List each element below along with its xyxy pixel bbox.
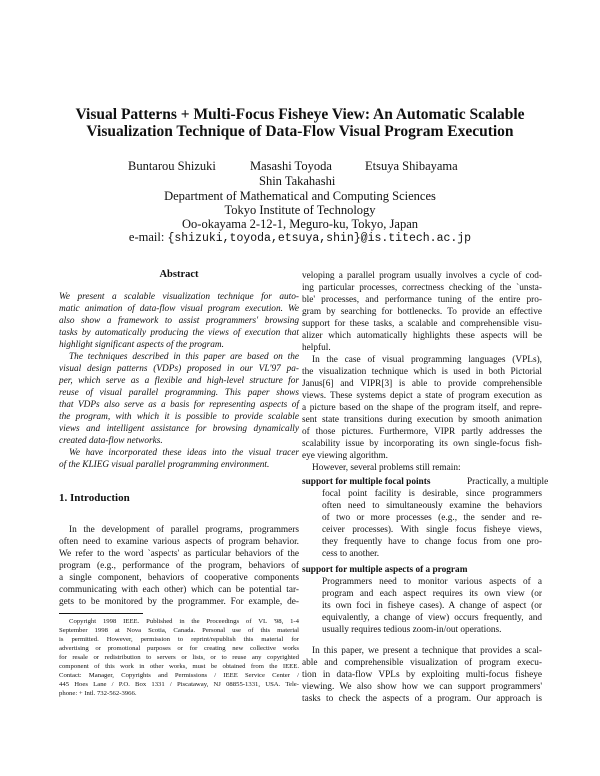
list-item-text: Practically, a multiple <box>467 477 549 487</box>
abstract-line: matic animation of data-flow visual program execution. We <box>59 304 299 314</box>
copyright-footnote-line: for resale or redistribution to servers or lists, or to reuse any copyrighted <box>59 654 299 661</box>
list-item-text: of two or more processes (e.g., the sender and re- <box>322 513 542 523</box>
paper-title-line-2: Visualization Technique of Data-Flow Visual Program Execution <box>86 123 514 140</box>
list-item-text: they frequently have to change focus from one pro- <box>322 537 542 547</box>
list-term-multiple-aspects: support for multiple aspects of a program <box>302 565 468 575</box>
affiliation-address: Oo-okayama 2-12-1, Meguro-ku, Tokyo, Japan <box>182 217 418 231</box>
list-item-text: focal point facility is desirable, since programmers <box>322 489 542 499</box>
email-address[interactable]: {shizuki,toyoda,etsuya,shin}@is.titech.ac.jp <box>167 232 472 245</box>
body-line: gram by searching for bottlenecks. To provide an effective <box>302 307 542 317</box>
body-line: ble' processes, and performance tuning of the entire pro- <box>302 295 542 305</box>
abstract-line: highlight significant aspects of the program. <box>59 340 224 350</box>
body-line: tion in data-flow VPLs by exploiting multi-focus fisheye <box>302 670 542 680</box>
abstract-line: We have incorporated these ideas into the visual tracer <box>69 448 299 458</box>
abstract-line: visual design patterns (VDPs) proposed in our VL'97 pa- <box>59 364 299 374</box>
left-column <box>59 0 299 776</box>
intro-line: gets to be monitored by the programmer. For example, de- <box>59 597 299 607</box>
intro-line: a single component, behaviors of cooperative components <box>59 573 299 583</box>
copyright-footnote-line: September 1998 at Nova Scotia, Canada. Personal use of this material <box>59 627 299 634</box>
copyright-footnote-line: Contact: Manager, Copyrights and Permissions / IEEE Service Center / <box>59 672 299 679</box>
body-line: viewing. We also show how we can support programmers' <box>302 682 542 692</box>
copyright-footnote-line: Copyright 1998 IEEE. Published in the Proceedings of VL '98, 1-4 <box>69 618 299 625</box>
body-line: veloping a parallel program usually involves a cycle of cod- <box>302 271 542 281</box>
list-item-text: equivalently, a change of view) occurs frequently, and <box>322 613 542 623</box>
list-item-text: Programmers need to monitor various aspects of a <box>322 577 542 587</box>
body-line: tasks to check the aspects of a program. Our approach is <box>302 694 542 704</box>
abstract-line: We present a scalable visualization technique for auto- <box>59 292 299 302</box>
abstract-line: reuse of visual parallel programming. This paper shows <box>59 388 299 398</box>
body-line: However, several problems still remain: <box>312 463 461 473</box>
intro-line: program (e.g., performance of the program, behaviors of <box>59 561 299 571</box>
author-4: Shin Takahashi <box>259 174 336 188</box>
list-item-text: program and each aspect requires its own view (or <box>322 589 542 599</box>
right-column <box>302 0 549 776</box>
list-item-text: its own foci in fisheye cases). A change of aspect (or <box>322 601 542 611</box>
body-line: In the case of visual programming languages (VPLs), <box>312 355 542 365</box>
copyright-footnote-line: advertising or promotional purposes or for creating new collective works <box>59 645 299 652</box>
list-item-text: often need to simultaneously examine the behaviors <box>322 501 542 511</box>
body-line: helpful. <box>302 343 331 353</box>
list-item-text: usually requires tedious zoom-in/out operations. <box>322 625 502 635</box>
intro-line: communicating with each other) which can be potential tar- <box>59 585 299 595</box>
body-line: support for these tasks, a scalable and comprehensible visu- <box>302 319 542 329</box>
copyright-footnote-line: phone: + Intl. 732-562-3966. <box>59 690 137 697</box>
body-line: sent state transitions during execution by smooth animation <box>302 415 542 425</box>
body-line: alizer which automatically highlights these aspects will be <box>302 331 542 341</box>
copyright-footnote-line: 445 Hoes Lane / P.O. Box 1331 / Piscataway, NJ 08855-1331, USA. Tele- <box>59 681 299 688</box>
abstract-line: that VDPs also serve as a basis for representing aspects of <box>59 400 299 410</box>
list-item-text: cess to another. <box>322 549 380 559</box>
abstract-line: tasks by automatically producing the views of execution that <box>59 328 299 338</box>
abstract-line: also show a framework to assist programmers' browsing <box>59 316 299 326</box>
copyright-footnote-line: component of this work in other works, must be obtained from the IEEE. <box>59 663 299 670</box>
intro-line: often need to examine various aspects of program behavior. <box>59 537 299 547</box>
body-line: scalability issue by incorporating its own single-focus fish- <box>302 439 542 449</box>
email-label: e-mail: <box>128 230 168 244</box>
abstract-line: per, which serve as a flexible and high-level structure for <box>59 376 299 386</box>
body-line: a picture based on the shape of the program itself, and repre- <box>302 403 542 413</box>
author-2: Masashi Toyoda <box>250 159 332 173</box>
section-heading-introduction: 1. Introduction <box>59 492 130 504</box>
body-line: In this paper, we present a technique that provides a scal- <box>312 646 542 656</box>
list-item-text: ceiver processes). With single focus fisheye views, <box>322 525 542 535</box>
abstract-line: created data-flow networks. <box>59 436 163 446</box>
body-line: the visualization technique which is used in both Pictorial <box>302 367 542 377</box>
body-line: ing particular processes, correctness checking of the `unsta- <box>302 283 542 293</box>
author-1: Buntarou Shizuki <box>128 159 216 173</box>
abstract-heading: Abstract <box>159 269 199 280</box>
body-line: views. These systems depict a state of program execution as <box>302 391 542 401</box>
abstract-line: views and intelligent assistance for browsing dynamically <box>59 424 299 434</box>
body-line: eye viewing algorithm. <box>302 451 388 461</box>
abstract-line: of the KLIEG visual parallel programming environment. <box>59 460 270 470</box>
abstract-line: The techniques described in this paper are based on the <box>69 352 299 362</box>
affiliation-institute: Tokyo Institute of Technology <box>224 203 376 217</box>
copyright-footnote-line: is permitted. However, permission to reprint/republish this material for <box>59 636 299 643</box>
footnote-rule <box>59 613 143 614</box>
affiliation-department: Department of Mathematical and Computing Sciences <box>164 189 436 203</box>
paper-title-line-1: Visual Patterns + Multi-Focus Fisheye View: An Automatic Scalable <box>75 106 525 123</box>
author-3: Etsuya Shibayama <box>365 159 458 173</box>
list-term-multiple-focal-points: support for multiple focal points <box>302 477 431 487</box>
abstract-line: the program, with which it is possible to provide scalable <box>59 412 299 422</box>
intro-line: We refer to the word `aspects' as particular behaviors of the <box>59 549 299 559</box>
body-line: Janus[6] and VIPR[3] is able to provide comprehensible <box>302 379 542 389</box>
intro-line: In the development of parallel programs, programmers <box>69 525 299 535</box>
body-line: of those pictures. Furthermore, VIPR partly addresses the <box>302 427 542 437</box>
body-line: able and comprehensible visualization of program execu- <box>302 658 542 668</box>
